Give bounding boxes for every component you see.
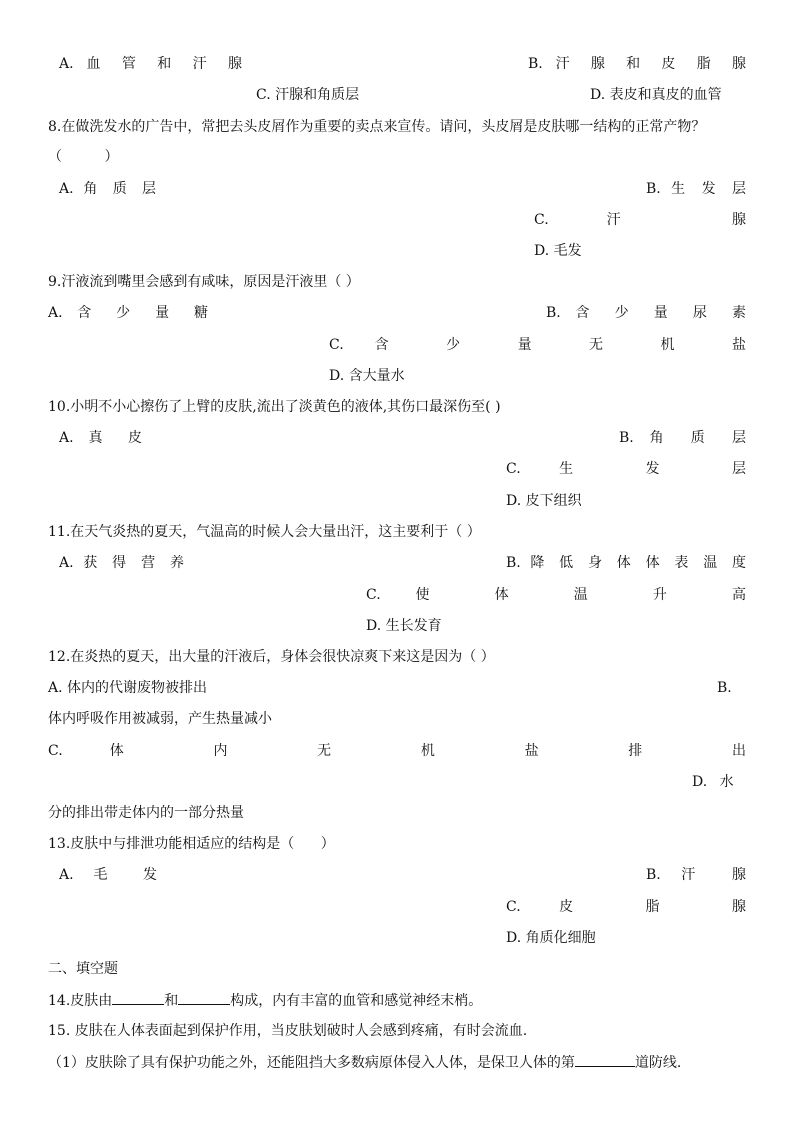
q14-suffix: 构成，内有丰富的血管和感觉神经末梢。 [230,993,483,1009]
q8-answer-paren: （ ） [48,149,119,165]
q15-stem: 15. 皮肤在人体表面起到保护作用，当皮肤划破时人会感到疼痛，有时会流血. [48,1023,528,1039]
q10-option-c: C. 生 发 层 [506,461,746,477]
q12-option-b-text: 体内呼吸作用被减弱，产生热量减小 [48,711,272,727]
q12-option-b-label: B. [717,680,732,696]
q8-stem: 8.在做洗发水的广告中，常把去头皮屑作为重要的卖点来宣传。请问，头皮屑是皮肤哪一结构的正常产物？ [48,119,706,135]
q13-stem: 13.皮肤中与排泄功能相适应的结构是（ ） [48,836,335,852]
q12-option-d-label: D. 水 [692,774,734,790]
q7-option-d: D. 表皮和真皮的血管 [590,87,722,103]
q13-option-c: C. 皮 脂 腺 [506,899,746,915]
q11-option-c: C. 使 体 温 升 高 [366,587,746,603]
section-title-fill-in: 二、填空题 [48,961,118,977]
q12-option-a: A. 体内的代谢废物被排出 [48,680,208,696]
q13-option-a: A. 毛 发 [59,867,157,883]
q8-option-b: B. 生 发 层 [646,181,746,197]
q13-option-d: D. 角质化细胞 [506,930,596,946]
q9-option-a: A. 含 少 量 糖 [48,305,208,321]
q12-stem: 12.在炎热的夏天，出大量的汗液后，身体会很快凉爽下来这是因为（ ） [48,649,495,665]
q14-blank-2[interactable] [178,990,230,1005]
q10-option-b: B. 角 质 层 [619,430,746,446]
q15-sub1-blank[interactable] [575,1052,635,1067]
q11-option-b: B. 降 低 身 体 体 表 温 度 [506,555,746,571]
q15-sub1-line [48,1052,681,1072]
q7-option-b: B. 汗 腺 和 皮 脂 腺 [528,56,746,72]
q8-option-a: A. 角 质 层 [59,181,156,197]
q7-option-a: A. 血 管 和 汗 腺 [59,56,242,72]
q10-stem: 10.小明不小心擦伤了上臂的皮肤,流出了淡黄色的液体,其伤口最深伤至( ) [48,399,501,415]
q8-option-c: C. 汗 腺 [534,212,746,228]
q14-mid: 和 [164,993,179,1009]
q12-option-d-text: 分的排出带走体内的一部分热量 [48,805,244,821]
q13-option-b: B. 汗 腺 [646,867,746,883]
q14-blank-1[interactable] [112,990,164,1005]
q11-option-d: D. 生长发育 [366,618,442,634]
q14-prefix: 14.皮肤由 [48,993,113,1009]
q9-option-c: C. 含 少 量 无 机 盐 [329,337,746,353]
q9-stem: 9.汗液流到嘴里会感到有咸味，原因是汗液里（ ） [48,274,360,290]
q11-stem: 11.在天气炎热的夏天，气温高的时候人会大量出汗，这主要利于（ ） [48,524,481,540]
q10-option-a: A. 真 皮 [59,430,142,446]
q15-sub1-prefix: （1）皮肤除了具有保护功能之外，还能阻挡大多数病原体侵入人体，是保卫人体的第 [48,1055,575,1071]
q9-option-b: B. 含 少 量 尿 素 [546,305,746,321]
q7-option-c: C. 汗腺和角质层 [256,87,360,103]
q9-option-d: D. 含大量水 [329,368,405,384]
q11-option-a: A. 获 得 营 养 [59,555,184,571]
q15-sub1-suffix: 道防线. [634,1055,682,1071]
q14-line [48,990,482,1010]
q8-option-d: D. 毛发 [534,243,582,259]
q12-option-c: C. 体 内 无 机 盐 排 出 [48,743,746,759]
q10-option-d: D. 皮下组织 [506,493,582,509]
